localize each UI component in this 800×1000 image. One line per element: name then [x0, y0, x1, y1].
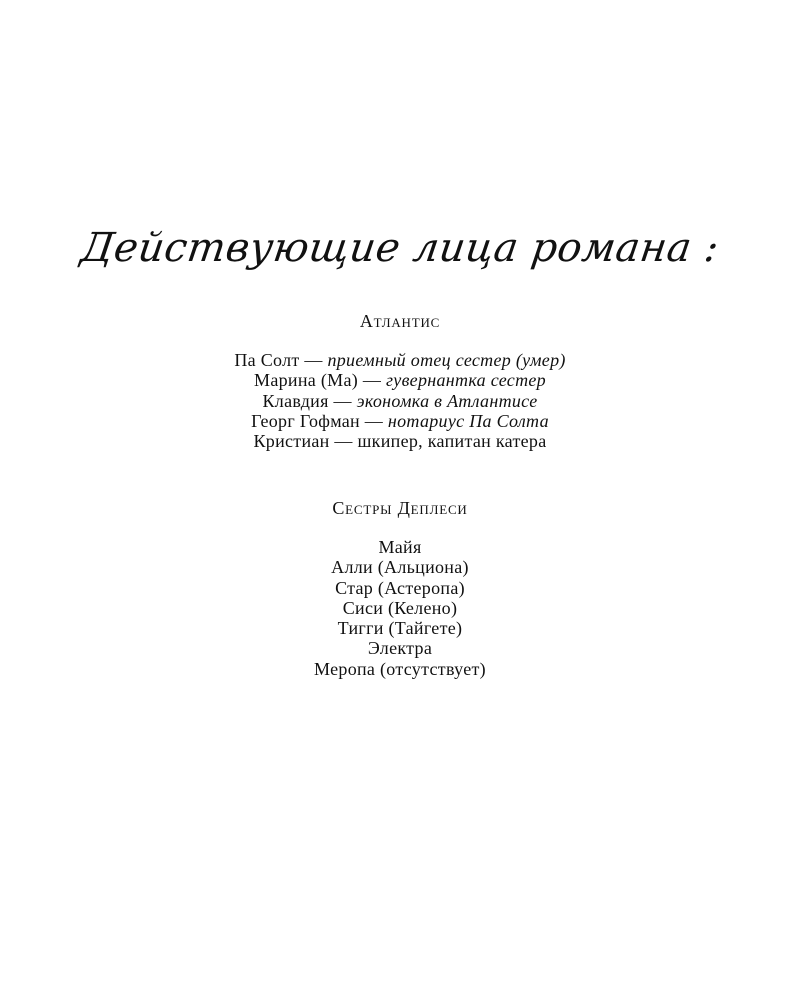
sister-name: Тигги (Тайгете) [337, 618, 463, 639]
sister-name: Алли (Альциона) [331, 557, 469, 578]
sister-name: Майя [378, 537, 422, 557]
character-line [0, 411, 800, 431]
character-name: Па Солт — [234, 350, 328, 370]
sister-name: Сиси (Келено) [342, 597, 458, 618]
character-role: экономка в Атлантисе [356, 390, 538, 411]
atlantis-heading: Атлантис [359, 311, 441, 331]
character-line [0, 431, 800, 451]
sisters-section [0, 496, 800, 679]
character-line [0, 350, 800, 370]
character-name: Георг Гофман — [251, 410, 388, 431]
atlantis-character-list [0, 350, 800, 451]
sister-name: Меропа (отсутствует) [314, 658, 486, 679]
page-title: Действующие лица романа : [78, 225, 722, 271]
character-name: Кристиан — шкипер, капитан катера [253, 431, 547, 452]
character-role: приемный отец сестер (умер) [327, 350, 566, 370]
sister-name: Стар (Астеропа) [335, 577, 465, 598]
sisters-list [0, 537, 800, 679]
character-line [0, 370, 800, 390]
sister-name: Электра [367, 638, 433, 659]
character-name: Марина (Ма) — [254, 370, 386, 391]
character-role: гувернантка сестер [385, 370, 546, 391]
character-line [0, 391, 800, 411]
character-name: Клавдия — [262, 390, 357, 411]
character-role: нотариус Па Солта [387, 410, 549, 431]
atlantis-section [0, 309, 800, 451]
sisters-heading: Сестры Деплеси [332, 498, 468, 518]
